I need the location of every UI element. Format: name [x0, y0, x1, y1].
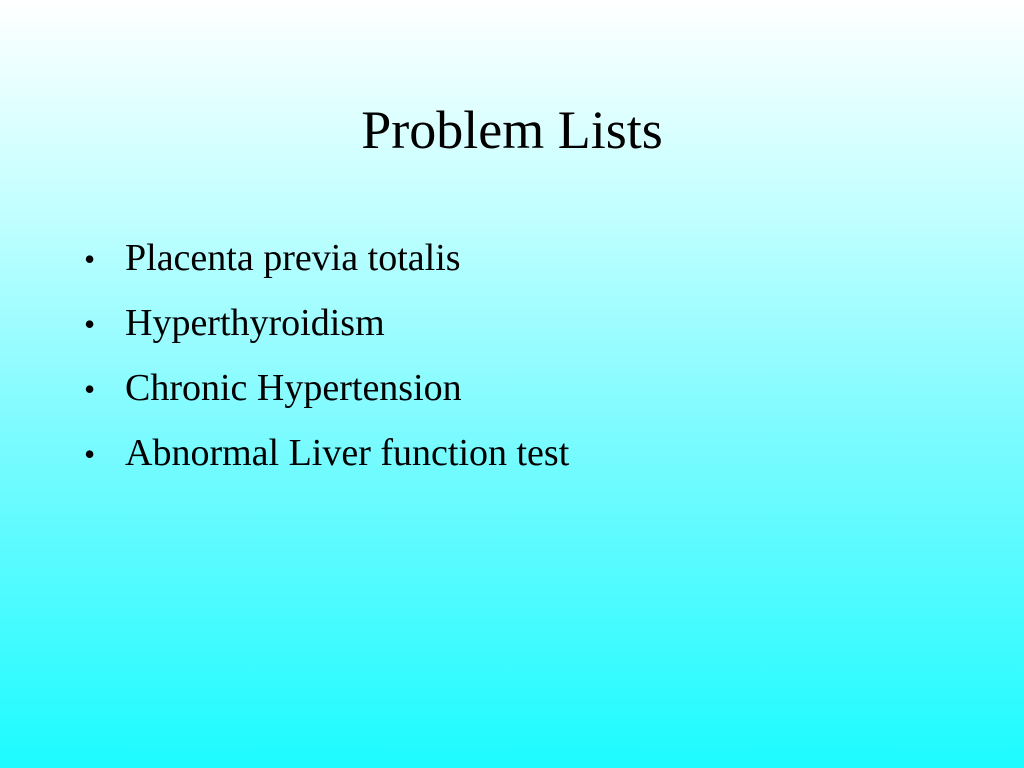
- bullet-icon: •: [84, 371, 96, 407]
- list-item-text: Abnormal Liver function test: [125, 432, 570, 474]
- slide-title: Problem Lists: [361, 100, 663, 160]
- list-item-text: Placenta previa totalis: [125, 237, 461, 279]
- list-item: [84, 228, 984, 293]
- bullet-icon: •: [84, 241, 96, 277]
- list-item-text: Chronic Hypertension: [125, 367, 462, 409]
- list-item: [84, 358, 984, 423]
- bullet-list: [84, 228, 984, 488]
- bullet-icon: •: [84, 306, 96, 342]
- list-item: [84, 293, 984, 358]
- list-item-text: Hyperthyroidism: [125, 302, 385, 344]
- list-item: [84, 423, 984, 488]
- bullet-icon: •: [84, 436, 96, 472]
